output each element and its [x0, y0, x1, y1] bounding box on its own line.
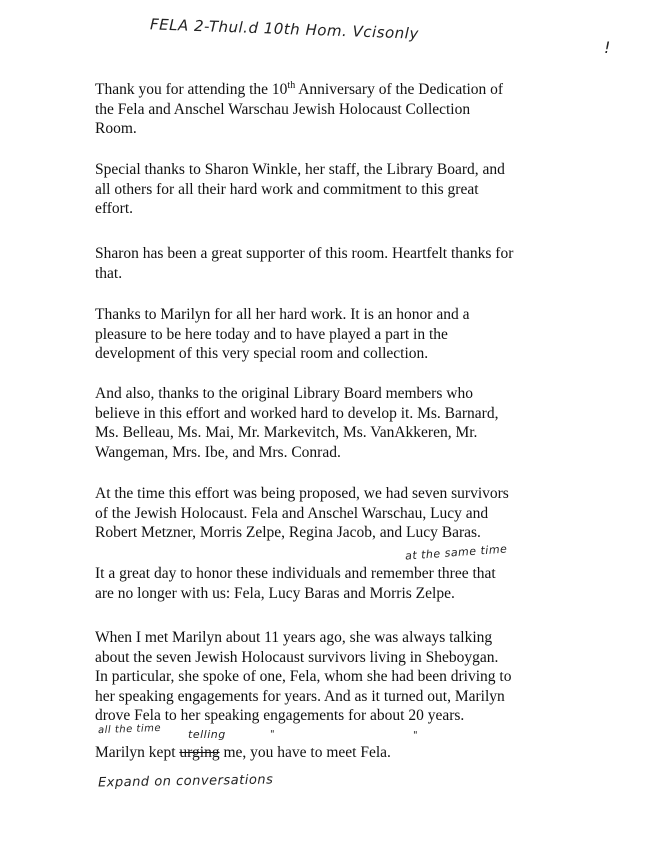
text-line: Room. — [95, 120, 137, 138]
text-line: her speaking engagements for years. And as it turned out, Marilyn — [95, 687, 505, 705]
handwritten-quote-open: " — [270, 729, 276, 740]
text-segment: me, you have to meet Fela. — [219, 744, 391, 761]
handwritten-insertion-all-the-time: all the time — [97, 722, 162, 737]
paragraph-honor — [95, 564, 565, 603]
text-line: development of this very special room and collection. — [95, 345, 429, 363]
paragraph-library-board — [95, 384, 565, 462]
text-line: Sharon has been a great supporter of this room. Heartfelt thanks for — [95, 245, 514, 262]
text-line: Ms. Belleau, Ms. Mai, Mr. Markevitch, Ms. VanAkkeren, Mr. — [95, 424, 478, 442]
paragraph-met-marilyn — [95, 628, 565, 726]
text-line — [95, 80, 565, 100]
text-line — [95, 743, 565, 763]
paragraph-sharon — [95, 244, 565, 283]
handwritten-insertion-same-time: at the same time — [404, 542, 508, 563]
text-line: are no longer with us: Fela, Lucy Baras and Morris Zelpe. — [95, 584, 455, 602]
struck-word: urging — [179, 744, 220, 761]
margin-mark: ! — [604, 38, 611, 57]
handwritten-bottom-note: Expand on conversations — [97, 772, 274, 791]
text-line: It a great day to honor these individuals and remember three that — [95, 565, 496, 582]
ordinal-superscript: th — [287, 79, 296, 91]
text-line: And also, thanks to the original Library Board members who — [95, 385, 473, 402]
text-line: When I met Marilyn about 11 years ago, she was always talking — [95, 629, 493, 646]
paragraph-marilyn-kept — [95, 743, 565, 763]
handwritten-header-note: FELA 2-Thul.d 10th Hom. Vcisonly — [149, 15, 420, 43]
handwritten-quote-close: " — [413, 730, 419, 741]
paragraph-special-thanks — [95, 160, 565, 219]
text-line: Thanks to Marilyn for all her hard work. It is an honor and a — [95, 306, 470, 323]
text-line: believe in this effort and worked hard to develop it. Ms. Barnard, — [95, 404, 499, 422]
text-line: drove Fela to her speaking engagements for about 20 years. — [95, 707, 465, 725]
text-segment: Marilyn kept — [95, 744, 180, 761]
text-line: of the Jewish Holocaust. Fela and Anschel Warschau, Lucy and — [95, 504, 489, 522]
text-line: At the time this effort was being proposed, we had seven survivors — [95, 485, 509, 502]
text-segment: Anniversary of the Dedication of — [295, 81, 504, 98]
paragraph-thanks-attending — [95, 80, 565, 139]
text-line: Robert Metzner, Morris Zelpe, Regina Jacob, and Lucy Baras. — [95, 524, 481, 542]
text-line: all others for all their hard work and commitment to this great — [95, 180, 479, 198]
text-segment: Thank you for attending the 10 — [95, 81, 288, 98]
text-line: the Fela and Anschel Warschau Jewish Holocaust Collection — [95, 100, 471, 118]
text-line: pleasure to be here today and to have played a part in the — [95, 325, 448, 343]
text-line: In particular, she spoke of one, Fela, whom she had been driving to — [95, 668, 512, 686]
paragraph-survivors — [95, 484, 565, 543]
text-line: Wangeman, Mrs. Ibe, and Mrs. Conrad. — [95, 443, 341, 461]
text-line: Special thanks to Sharon Winkle, her staff, the Library Board, and — [95, 161, 505, 178]
text-line: that. — [95, 264, 123, 282]
paragraph-marilyn-thanks — [95, 305, 565, 364]
handwritten-insertion-telling: telling — [188, 728, 226, 741]
text-line: effort. — [95, 200, 134, 218]
text-line: about the seven Jewish Holocaust survivors living in Sheboygan. — [95, 648, 499, 666]
